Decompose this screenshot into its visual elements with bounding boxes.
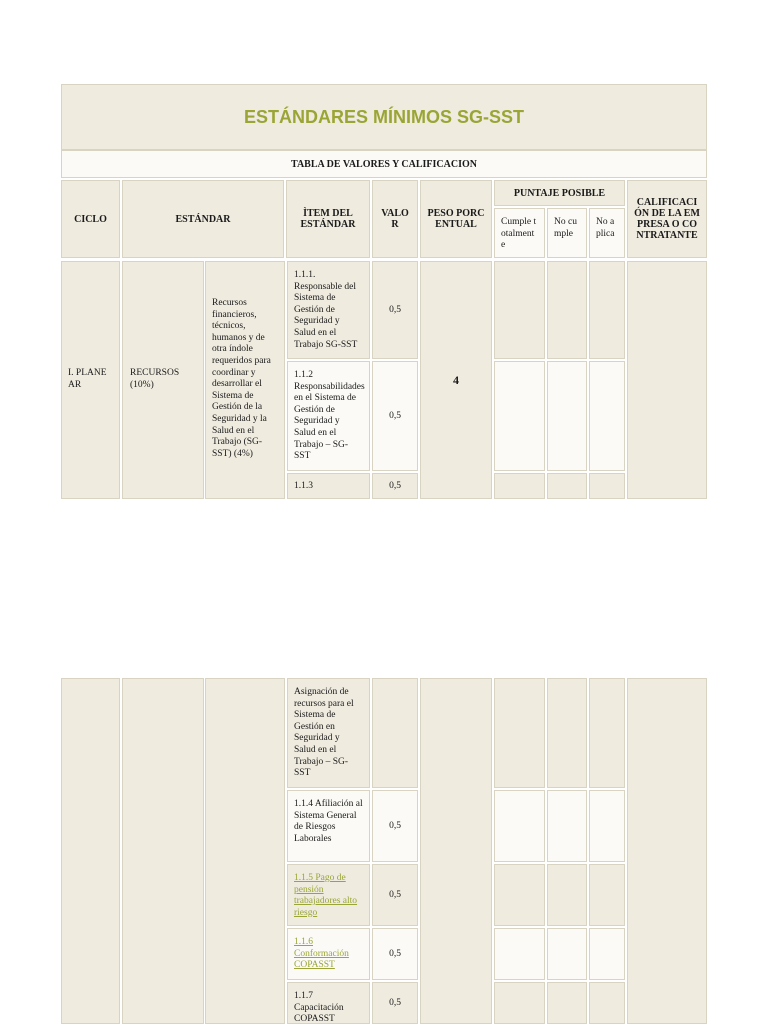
- item-1-1-2: 1.1.2 Responsabilidades en el Sistema de Gestión de Seguridad y Salud en el Trabajo – SG-SST: [287, 361, 370, 471]
- header-no-cumple: No cumple: [547, 208, 587, 258]
- score-cell: [494, 790, 545, 862]
- score-cell: [494, 361, 545, 471]
- ciclo-cell: [61, 678, 120, 1024]
- score-cell: [547, 361, 587, 471]
- valor-1-1-2: 0,5: [372, 361, 418, 471]
- calificacion-cell: [627, 261, 707, 499]
- score-cell: [547, 678, 587, 788]
- item-1-1-1: 1.1.1. Responsable del Sistema de Gestión de Seguridad y Salud en el Trabajo SG-SST: [287, 261, 370, 359]
- page-title: ESTÁNDARES MÍNIMOS SG-SST: [61, 84, 707, 150]
- score-cell: [589, 261, 625, 359]
- estandar-cell: [122, 678, 204, 1024]
- table-subtitle: TABLA DE VALORES Y CALIFICACION: [61, 150, 707, 178]
- header-item: ÌTEM DEL ESTÁNDAR: [286, 180, 370, 258]
- subestandar-cell: [205, 261, 285, 499]
- estandar-cell: RECURSOS (10%): [122, 261, 204, 499]
- valor-1-1-5: 0,5: [372, 864, 418, 926]
- score-cell: [589, 473, 625, 499]
- score-cell: [547, 928, 587, 980]
- score-cell: [589, 928, 625, 980]
- score-cell: [494, 928, 545, 980]
- peso-cell: 4: [420, 261, 492, 499]
- score-cell: [547, 982, 587, 1024]
- score-cell: [589, 361, 625, 471]
- valor-1-1-1: 0,5: [372, 261, 418, 359]
- peso-cell: [420, 678, 492, 1024]
- item-1-1-6: [287, 928, 370, 980]
- subestandar-cell: [205, 678, 285, 1024]
- item-1-1-7: 1.1.7 Capacitación COPASST: [287, 982, 370, 1024]
- score-cell: [589, 864, 625, 926]
- header-puntaje: PUNTAJE POSIBLE: [494, 180, 625, 206]
- score-cell: [494, 678, 545, 788]
- score-cell: [547, 790, 587, 862]
- valor-1-1-7: 0,5: [372, 982, 418, 1024]
- subestandar-text: Recursos financieros, técnicos, humanos y de otra índole requeridos para coordinar y desarrollar el Sistema de Gestión de la Seguridad y la Salud en el Trabajo (SG-SST) (4%): [212, 298, 271, 459]
- calificacion-cell: [627, 678, 707, 1024]
- score-cell: [589, 790, 625, 862]
- valor-1-1-4: 0,5: [372, 790, 418, 862]
- item-asignacion: Asignación de recursos para el Sistema de Gestión en Seguridad y Salud en el Trabajo – SG-SST: [287, 678, 370, 788]
- valor-1-1-6: 0,5: [372, 928, 418, 980]
- item-1-1-5: [287, 864, 370, 926]
- header-ciclo: CICLO: [61, 180, 120, 258]
- header-valor: VALOR: [372, 180, 418, 258]
- score-cell: [494, 864, 545, 926]
- item-1-1-3: 1.1.3: [287, 473, 370, 499]
- score-cell: [547, 261, 587, 359]
- score-cell: [589, 678, 625, 788]
- header-cumple: Cumple totalmente: [494, 208, 545, 258]
- header-calificacion: CALIFICACIÓN DE LA EMPRESA O CONTRATANTE: [627, 180, 707, 258]
- item-1-1-6-link[interactable]: 1.1.6 Conformación COPASST: [294, 937, 349, 971]
- item-1-1-5-link[interactable]: 1.1.5 Pago de pensión trabajadores alto riesgo: [294, 873, 358, 918]
- valor-asignacion: [372, 678, 418, 788]
- header-no-aplica: No aplica: [589, 208, 625, 258]
- score-cell: [547, 473, 587, 499]
- item-1-1-4: 1.1.4 Afiliación al Sistema General de Riesgos Laborales: [287, 790, 370, 862]
- score-cell: [494, 982, 545, 1024]
- score-cell: [547, 864, 587, 926]
- header-peso: PESO PORCENTUAL: [420, 180, 492, 258]
- score-cell: [494, 473, 545, 499]
- valor-1-1-3: 0,5: [372, 473, 418, 499]
- header-estandar: ESTÁNDAR: [122, 180, 284, 258]
- score-cell: [589, 982, 625, 1024]
- ciclo-cell: I. PLANEAR: [61, 261, 120, 499]
- score-cell: [494, 261, 545, 359]
